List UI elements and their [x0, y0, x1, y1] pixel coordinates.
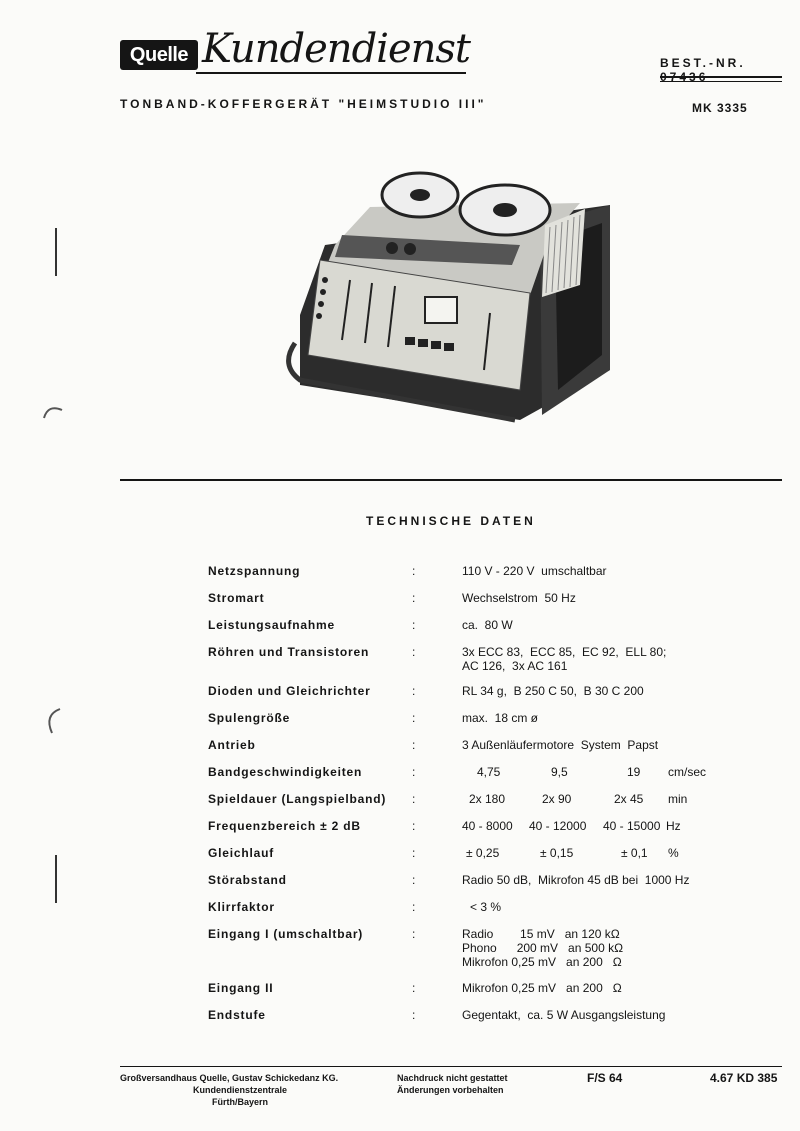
- page-title: TONBAND-KOFFERGERÄT "HEIMSTUDIO III": [120, 97, 487, 111]
- spec-value: ± 0,1: [621, 846, 648, 860]
- kundendienst-script: Kundendienst: [202, 26, 470, 72]
- spec-unit: %: [668, 846, 679, 860]
- spec-value: 4,75: [477, 765, 501, 779]
- spec-unit: Hz: [666, 819, 681, 833]
- spec-colon: :: [412, 819, 416, 833]
- spec-colon: :: [412, 981, 416, 995]
- punch-hole-arc: [40, 400, 66, 420]
- spec-colon: :: [412, 900, 416, 914]
- spec-label: Störabstand: [208, 873, 287, 887]
- spec-value: 40 - 15000: [603, 819, 661, 833]
- spec-value: 40 - 12000: [529, 819, 587, 833]
- spec-label: Eingang I (umschaltbar): [208, 927, 364, 941]
- spec-unit: min: [668, 792, 688, 806]
- spec-label: Leistungsaufnahme: [208, 618, 335, 632]
- spec-colon: :: [412, 591, 416, 605]
- order-rule: [660, 76, 782, 78]
- footer-form-number: F/S 64: [587, 1071, 623, 1085]
- footer-divider: [120, 1066, 782, 1067]
- spec-label: Gleichlauf: [208, 846, 275, 860]
- spec-label: Bandgeschwindigkeiten: [208, 765, 363, 779]
- spec-label: Stromart: [208, 591, 265, 605]
- spec-value: ca. 80 W: [462, 618, 513, 632]
- spec-label: Netzspannung: [208, 564, 301, 578]
- model-number: MK 3335: [692, 101, 748, 115]
- section-title: TECHNISCHE DATEN: [366, 514, 536, 528]
- spec-value: 3x ECC 83, ECC 85, EC 92, ELL 80; AC 126, 3x AC 161: [462, 645, 667, 673]
- footer-company-dept: Kundendienstzentrale: [192, 1085, 287, 1095]
- spec-value: 2x 90: [542, 792, 572, 806]
- spec-label: Eingang II: [208, 981, 274, 995]
- spec-colon: :: [412, 1008, 416, 1022]
- spec-colon: :: [412, 792, 416, 806]
- tape-recorder-illustration: [280, 165, 620, 430]
- spec-value: 110 V - 220 V umschaltbar: [462, 564, 607, 578]
- spec-colon: :: [412, 873, 416, 887]
- spec-label: Klirrfaktor: [208, 900, 275, 914]
- order-rule: [660, 81, 782, 82]
- spec-value: max. 18 cm ø: [462, 711, 539, 725]
- spec-unit: cm/sec: [668, 765, 707, 779]
- spec-value: 2x 180: [469, 792, 506, 806]
- spec-label: Dioden und Gleichrichter: [208, 684, 371, 698]
- spec-value: 3 Außenläufermotore System Papst: [462, 738, 659, 752]
- spec-colon: :: [412, 765, 416, 779]
- spec-colon: :: [412, 618, 416, 632]
- spec-label: Spulengröße: [208, 711, 291, 725]
- spec-value: Radio 50 dB, Mikrofon 45 dB bei 1000 Hz: [462, 873, 690, 887]
- spec-colon: :: [412, 645, 416, 659]
- spec-value: Gegentakt, ca. 5 W Ausgangsleistung: [462, 1008, 666, 1022]
- spec-colon: :: [412, 738, 416, 752]
- spec-value: < 3 %: [470, 900, 502, 914]
- quelle-logo: [120, 40, 198, 70]
- spec-value: Wechselstrom 50 Hz: [462, 591, 576, 605]
- logo-text: Quelle: [129, 44, 189, 66]
- order-number: BEST.-NR.: [660, 56, 746, 70]
- edge-mark: [55, 855, 57, 903]
- spec-label: Frequenzbereich ± 2 dB: [208, 819, 361, 833]
- spec-colon: :: [412, 711, 416, 725]
- spec-value: 9,5: [551, 765, 568, 779]
- spec-colon: :: [412, 684, 416, 698]
- spec-label: Antrieb: [208, 738, 256, 752]
- logo-underline: [196, 72, 466, 74]
- spec-label: Endstufe: [208, 1008, 266, 1022]
- spec-value: ± 0,15: [540, 846, 574, 860]
- footer-note: Nachdruck nicht gestattet: [397, 1073, 508, 1083]
- footer-note: Änderungen vorbehalten: [397, 1085, 504, 1095]
- edge-mark: [55, 228, 57, 276]
- spec-value: RL 34 g, B 250 C 50, B 30 C 200: [462, 684, 644, 698]
- spec-colon: :: [412, 846, 416, 860]
- spec-value: ± 0,25: [466, 846, 500, 860]
- spec-value: 2x 45: [614, 792, 644, 806]
- punch-hole-arc: [40, 705, 66, 737]
- spec-label: Röhren und Transistoren: [208, 645, 370, 659]
- spec-value: 19: [627, 765, 641, 779]
- footer-company: Großversandhaus Quelle, Gustav Schickedanz KG.: [120, 1073, 339, 1083]
- section-divider: [120, 479, 782, 481]
- spec-colon: :: [412, 927, 416, 941]
- spec-colon: :: [412, 564, 416, 578]
- footer-doc-code: 4.67 KD 385: [710, 1071, 778, 1085]
- spec-value: Mikrofon 0,25 mV an 200 Ω: [462, 981, 622, 995]
- footer-company-city: Fürth/Bayern: [211, 1097, 268, 1107]
- spec-label: Spieldauer (Langspielband): [208, 792, 387, 806]
- spec-value: Radio 15 mV an 120 kΩ Phono 200 mV an 500 kΩ Mikrofon 0,25 mV an 200 Ω: [462, 927, 624, 969]
- spec-value: 40 - 8000: [462, 819, 513, 833]
